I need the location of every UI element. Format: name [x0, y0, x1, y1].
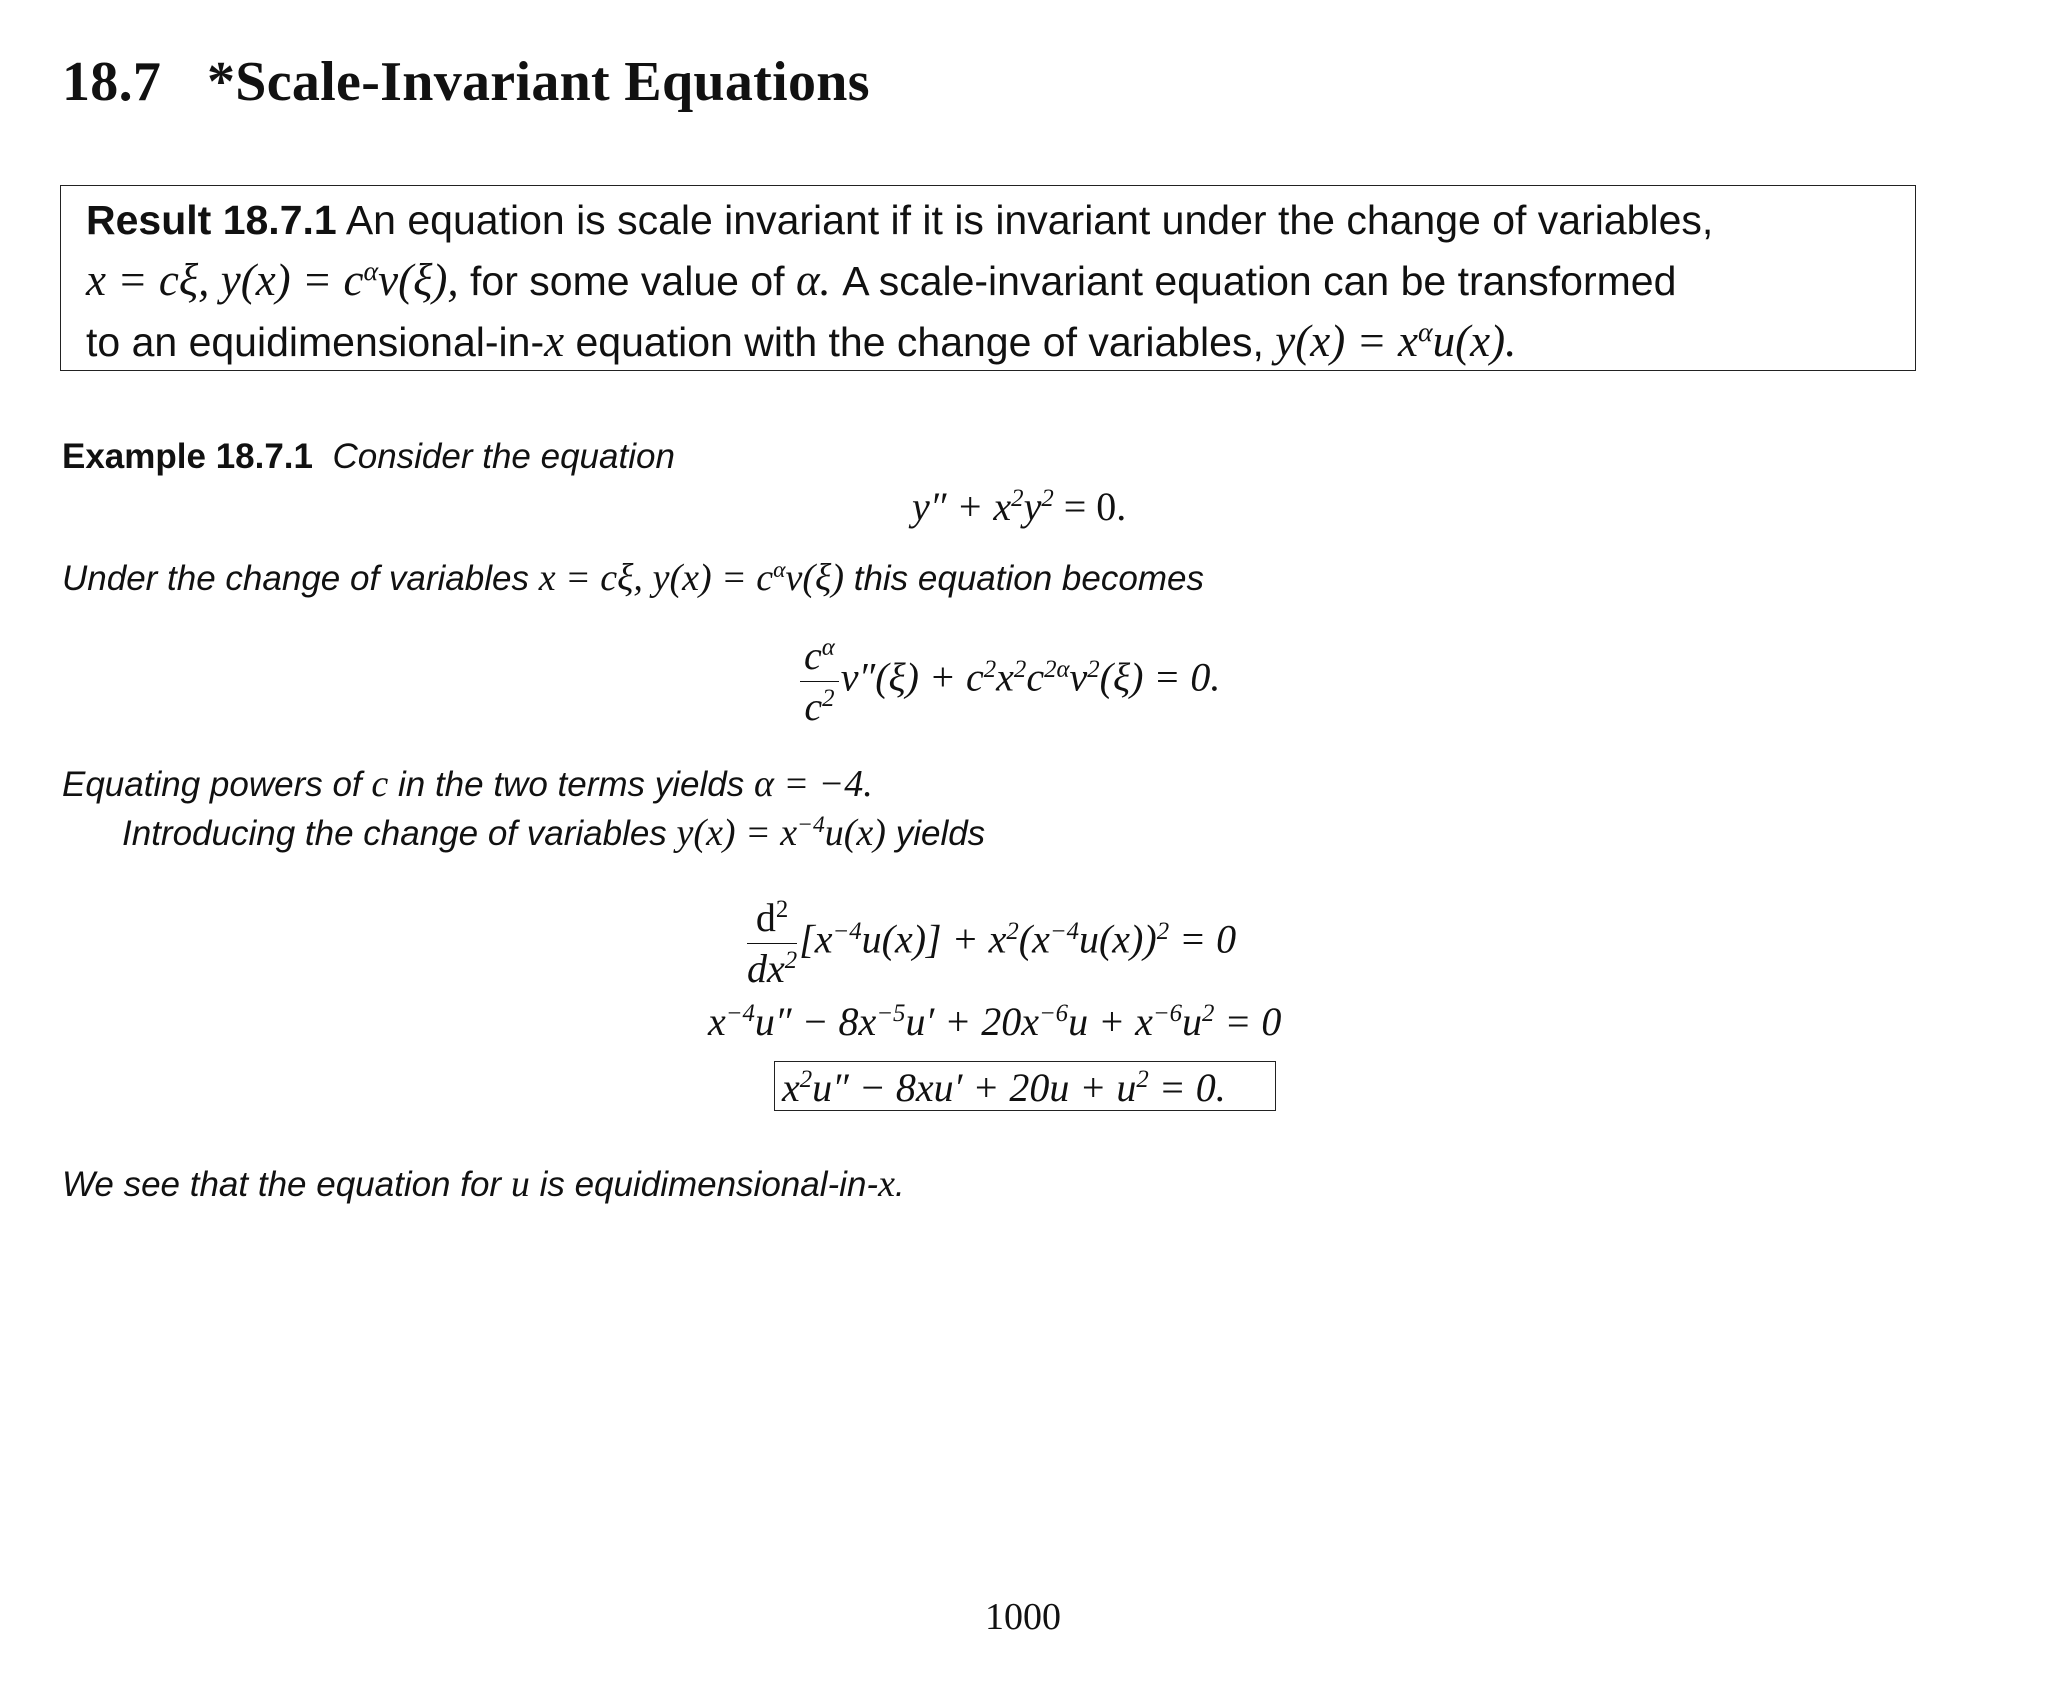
result-text-5: equation with the change of variables,	[575, 319, 1264, 365]
introducing-line: Introducing the change of variables $y(x) = x^{-4}u(x)$ yields	[122, 812, 986, 854]
section-number: 18.7	[62, 51, 162, 113]
example-label: Example 18.7.1	[62, 437, 313, 476]
equation-2: $\frac{c^\alpha}{c^2}$ $v''(\xi) + c^2x^2c^{2\alpha}v^2(\xi) = 0$.	[798, 633, 1220, 730]
conclusion-line: We see that the equation for u is equidimensional-in-x.	[62, 1163, 905, 1205]
result-text-3: A scale-invariant equation can be transformed	[842, 258, 1677, 304]
equation-3: $\frac{d^2}{dx^2}$ $[x^{-4}u(x)] + x^2(x^{-4}u(x))^2 = 0$	[747, 895, 1237, 991]
result-math-1: x = cξ,	[86, 255, 210, 305]
example-intro: Consider the equation	[332, 437, 675, 476]
equation-1: $y'' + x^2y^2 = 0$.	[912, 484, 1127, 529]
result-label: Result 18.7.1	[86, 197, 337, 243]
section-heading	[62, 50, 870, 114]
result-math-5: $y(x) = x^\alpha u(x)$.	[1275, 316, 1517, 366]
result-text-2: for some value of	[470, 258, 785, 304]
change-of-variables-line: Under the change of variables x = cξ, $y(x) = c^\alpha v(\xi)$ this equation becomes	[62, 557, 1204, 599]
equation-4: $x^{-4}u'' - 8x^{-5}u' + 20x^{-6}u + x^{-6}u^2 = 0$	[708, 999, 1282, 1044]
result-box	[60, 185, 1916, 371]
boxed-equation: $x^2u'' - 8xu' + 20u + u^2 = 0$.	[782, 1065, 1226, 1110]
result-text-1: An equation is scale invariant if it is invariant under the change of variables,	[345, 197, 1714, 243]
result-math-3: α.	[795, 255, 831, 305]
example-intro-line	[62, 437, 675, 477]
section-title: *Scale-Invariant Equations	[207, 51, 870, 113]
equation-2-fraction: $\frac{c^\alpha}{c^2}$	[800, 633, 839, 730]
result-math-2: $y(x) = c^\alpha v(\xi)$,	[220, 255, 459, 305]
result-math-4: x	[544, 316, 565, 366]
page-number: 1000	[985, 1596, 1061, 1638]
result-text-4: to an equidimensional-in-	[86, 319, 545, 365]
equation-3-derivative: $\frac{d^2}{dx^2}$	[747, 895, 798, 991]
equating-powers-line: Equating powers of c in the two terms yields α = −4.	[62, 763, 873, 805]
